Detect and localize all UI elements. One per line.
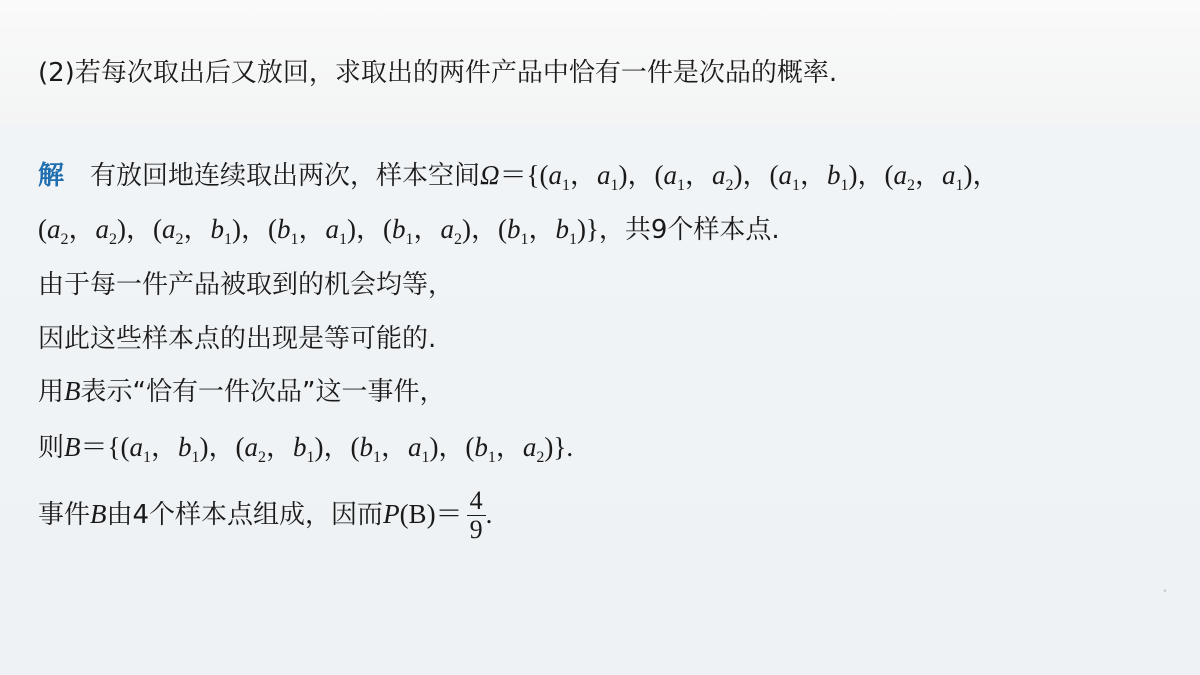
solution-line-6: 则$B=\{(a_1$，$b_1$)，($a_2$，$b_1$)，($b_1$，$a_1$)，($b_1$，$a_2$)}. bbox=[38, 432, 574, 466]
event-b-set: $=\{(a_1$，$b_1$)，($a_2$，$b_1$)，($b_1$，$a_1$)，($b_1$，$a_2$)}. bbox=[80, 432, 574, 466]
solution-line-3: 由于每一件产品被取到的机会均等， bbox=[38, 270, 455, 300]
omega-symbol: Ω bbox=[480, 160, 500, 190]
solution-line-1: 解 有放回地连续取出两次，样本空间$\Omega=\{(a_1$，$a_1$)，($a_1$，$a_2$)，($a_1$，$b_1$)，($a_2$，$a_1$)， bbox=[38, 160, 1000, 194]
probability-fraction bbox=[467, 487, 486, 544]
solution-line-2: ($a_2$，$a_2$)，($a_2$，$b_1$)，($b_1$，$a_1$)，($b_1$，$a_2$)，($b_1$，$b_1$)}，共9个样本点. bbox=[38, 214, 780, 248]
solution-line-5: 用B表示“恰有一件次品”这一事件， bbox=[38, 376, 446, 407]
fraction-denominator: 9 bbox=[469, 515, 483, 544]
sample-space-set-part1: $=\{(a_1$，$a_1$)，($a_1$，$a_2$)，($a_1$，$b_1$)，($a_2$，$a_1$)， bbox=[499, 160, 1000, 194]
sample-space-set-part2: ($a_2$，$a_2$)，($a_2$，$b_1$)，($b_1$，$a_1$)，($b_1$，$a_2$)，($b_1$，$b_1$)} bbox=[38, 214, 599, 248]
solution-label: 解 bbox=[38, 161, 65, 191]
question-text: (2)若每次取出后又放回，求取出的两件产品中恰有一件是次品的概率. bbox=[38, 58, 838, 88]
fraction-numerator: 4 bbox=[467, 487, 486, 516]
solution-line-4: 因此这些样本点的出现是等可能的. bbox=[38, 324, 437, 354]
decorative-dot-icon: • bbox=[1162, 586, 1168, 597]
solution-line-7: 事件B由4个样本点组成，因而P(B)＝ $\frac{4}{9}$ . bbox=[38, 486, 493, 544]
